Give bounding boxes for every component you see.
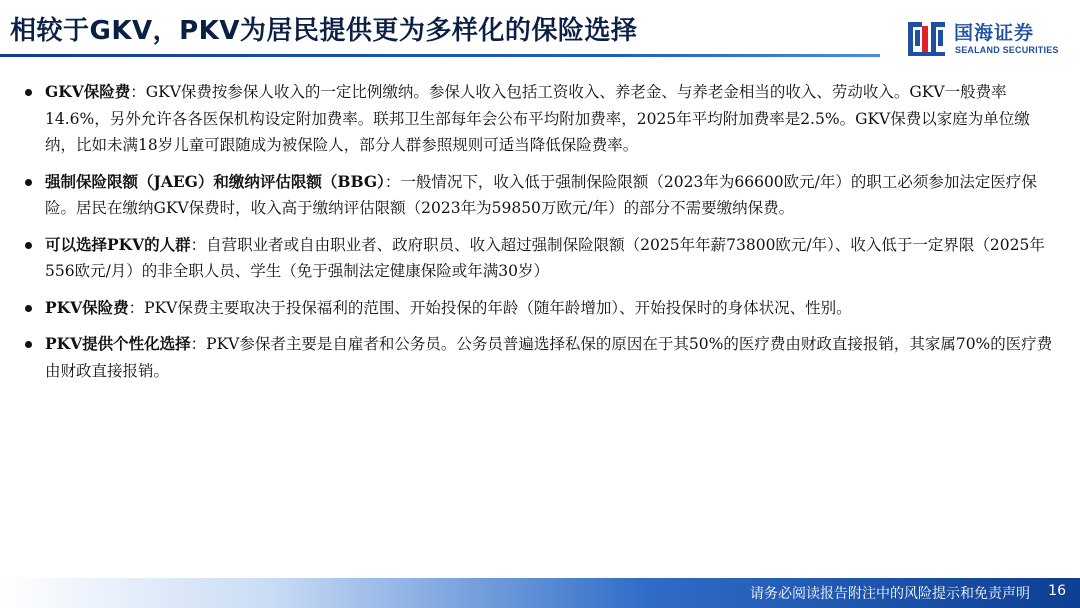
bullet-pkv-personalized <box>24 331 1060 384</box>
bullet-label: 强制保险限额（JAEG）和缴纳评估限额（BBG） <box>45 171 385 191</box>
sealand-logo-icon <box>906 16 948 58</box>
bullet-dot-icon <box>25 305 32 312</box>
logo-chinese-name: 国海证券 <box>954 22 1035 44</box>
bullet-label: 可以选择PKV的人群 <box>45 234 191 254</box>
bullet-text: PKV参保者主要是自雇者和公务员。公务员普遍选择私保的原因在于其50%的医疗费由财政直接报销，其家属70%的医疗费由财政直接报销。 <box>45 335 1053 380</box>
bullet-dot-icon <box>25 89 32 96</box>
bullet-text: 一般情况下，收入低于强制保险限额（2023年为66600欧元/年）的职工必须参加法定医疗保险。居民在缴纳GKV保费时，收入高于缴纳评估限额（2023年为59850万欧元/年）的部分不需要缴纳保费。 <box>45 172 1037 217</box>
page-title: 相较于GKV，PKV为居民提供更为多样化的保险选择 <box>10 16 638 46</box>
bullet-dot-icon <box>25 242 32 249</box>
logo-english-name: SEALAND SECURITIES <box>955 45 1059 55</box>
page-number: 16 <box>1048 583 1066 599</box>
bullet-dot-icon <box>25 179 32 186</box>
bullet-separator: ： <box>130 83 146 101</box>
bullet-label: PKV保险费 <box>45 297 129 317</box>
bullet-text: 自营职业者或自由职业者、政府职员、收入超过强制保险限额（2025年年薪73800欧元/年）、收入低于一定界限（2025年556欧元/月）的非全职人员、学生（免于强制法定健康保险或年满30岁） <box>45 235 1045 280</box>
bullet-dot-icon <box>25 341 32 348</box>
bullet-separator: ： <box>190 335 207 353</box>
bullet-label: PKV提供个性化选择 <box>45 334 191 353</box>
bullet-pkv-premium <box>24 295 1060 322</box>
title-underline <box>0 54 880 57</box>
bullet-text: GKV保费按参保人收入的一定比例缴纳。参保人收入包括工资收入、养老金、与养老金相当的收入、劳动收入。GKV一般费率14.6%，另外允许各各医保机构设定附加费率。联邦卫生部每年会公布平均附加费率，2025年平均附加费率是2.5%。GKV保费以家庭为单位缴纳，比如未满18岁儿童可跟随成为被保险人，部分人群参照规则可适当降低保险费率。 <box>45 83 1030 154</box>
bullet-separator: ： <box>384 172 401 191</box>
bullet-list <box>24 79 1060 384</box>
bullet-separator: ： <box>190 235 207 254</box>
bullet-separator: ： <box>128 298 145 317</box>
bullet-text: PKV保费主要取决于投保福利的范围、开始投保的年龄（随年龄增加）、开始投保时的身体状况、性别。 <box>144 298 852 317</box>
bullet-gkv-premium <box>24 79 1060 159</box>
bullet-insurance-limits <box>24 169 1060 222</box>
bullet-pkv-eligible-groups <box>24 232 1060 285</box>
bullet-label: GKV保险费 <box>45 82 131 101</box>
disclaimer-text: 请务必阅读报告附注中的风险提示和免责声明 <box>750 586 1030 602</box>
footer-bar <box>0 578 1080 608</box>
company-logo <box>906 16 1066 60</box>
